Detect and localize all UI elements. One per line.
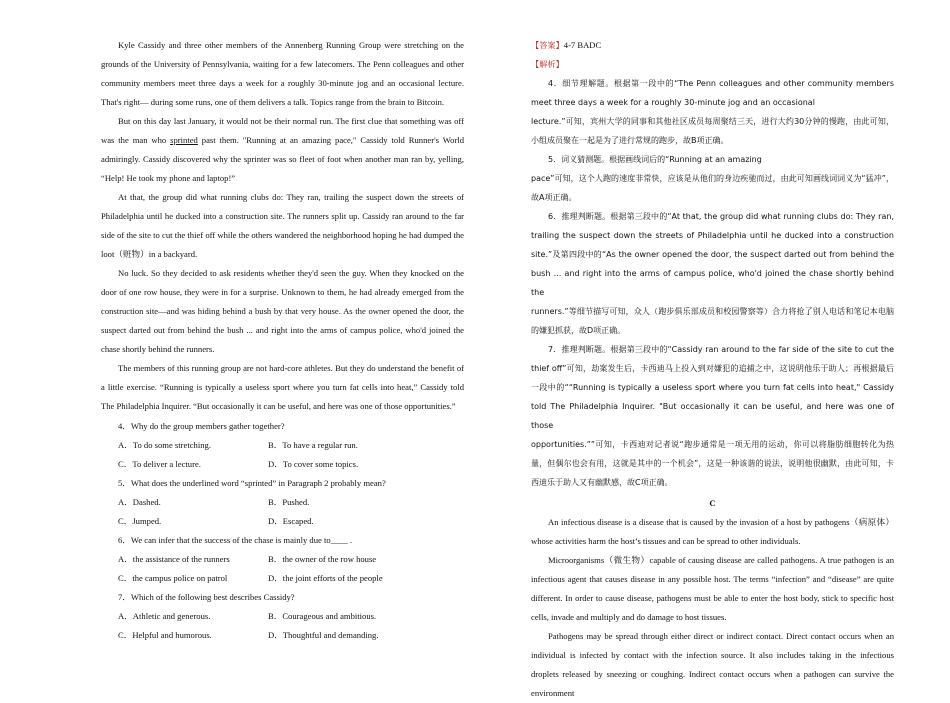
paragraph-2-part-1: But on this day last January, it would not be their normal run. The first clue that something was off was the man who: [101, 116, 464, 145]
question-stem: 4．Why do the group members gather together?: [118, 421, 285, 431]
option-a: A．the assistance of the runners: [118, 554, 230, 564]
analysis-4b: lecture.”可知，宾州大学的同事和其他社区成员每周聚结三天，进行大约30分钟的慢跑，由此可知，小组成员聚在一起是为了进行常规的跑步，故B项正确。: [531, 117, 894, 145]
options-row: [101, 550, 464, 569]
option-d: D．the joint efforts of the people: [268, 573, 383, 583]
question-7: [101, 588, 464, 645]
analysis-6a: 6．推理判断题。根据第三段中的“At that, the group did what running clubs do: They ran, trailing the suspect down the streets of Philadelphia until he ducked into a construction site.”及第四段中的“As the owner opened the door, the suspect darted out from behind the bush ... and right into the arms of campus police, who'd joined the chase shortly behind the: [531, 212, 894, 297]
option-d: D．Escaped.: [268, 516, 314, 526]
passage-paragraph-1: Kyle Cassidy and three other members of the Annenberg Running Group were stretching on the grounds of the University of Pennsylvania, waiting for a few latecomers. The Penn colleagues and other community members meet three days a week for a roughly 30-minute jog and an occasional lecture. That's right— during some runs, one of them delivers a talk. Topics range from the brain to Bitcoin.: [101, 40, 464, 107]
question-stem: 7．Which of the following best describes Cassidy?: [118, 592, 295, 602]
analysis-5b: pace”可知，这个人跑的速度非常快，应该是从他们的身边疾驰而过，由此可知画线词词义为“猛冲”，故A项正确。: [531, 174, 894, 202]
passage-c-paragraph-2: Microorganisms（微生物）capable of causing disease are called pathogens. A true pathogen is an infectious agent that causes disease in any possible host. The terms “infection” and “disease” are quite different. In order to cause disease, pathogens must be able to enter the host body, stick to specific host cells, invade and multiply and do damage to host tissues.: [531, 555, 894, 622]
analysis-7a: 7．推理判断题。根据第三段中的“Cassidy ran around to the far side of the site to cut the thief off”可知，劫案发生后，卡西迪马上投入到对嫌犯的追捕之中，这说明他乐于助人；再根据最后一段中的““Running is typically a useless sport where you turn fat cells into heat," Cassidy told The Philadelphia Inquirer. "But occasionally it can be useful, and here was one of those: [531, 345, 894, 430]
options-row: [101, 607, 464, 626]
analysis-7b: opportunities.””可知，卡西迪对记者说“跑步通常是一项无用的运动，你可以将脂肪细胞转化为热量，但偶尔也会有用，这就是其中的一个机会”，这是一种该谐的说法，说明他很幽默，由此可知，卡西迪乐于助人又有幽默感，故C项正确。: [531, 440, 894, 487]
option-c: C．To deliver a lecture.: [118, 459, 201, 469]
answer-value: 4-7 BADC: [563, 40, 602, 50]
passage-paragraph-3: At that, the group did what running clubs do: They ran, trailing the suspect down the streets of Philadelphia until he ducked into a construction site. The runners split up. Cassidy ran around to the far side of the site to cut the thief off while the others wandered the neighborhood hoping he had dumped the loot（赃物）in a backyard.: [101, 192, 464, 259]
option-a: A．Dashed.: [118, 497, 161, 507]
options-row: [101, 626, 464, 645]
option-a: A．Athletic and generous.: [118, 611, 211, 621]
underlined-word-sprinted: sprinted: [170, 135, 198, 145]
options-row: [101, 512, 464, 531]
passage-c-paragraph-3: Pathogens may be spread through either direct or indirect contact. Direct contact occurs when an individual is infected by contact with the infection source. It also includes taking in the infectious droplets released by sneezing or coughing. Indirect contact occurs when a pathogen can survive the environment: [531, 631, 894, 698]
option-c: C．Helpful and humorous.: [118, 630, 212, 640]
option-c: C．the campus police on patrol: [118, 573, 228, 583]
option-c: C．Jumped.: [118, 516, 162, 526]
option-b: B．To have a regular run.: [268, 440, 358, 450]
question-5: [101, 474, 464, 531]
answer-label: 【答案】: [531, 40, 564, 50]
question-stem: 5．What does the underlined word “sprinted” in Paragraph 2 probably mean?: [118, 478, 386, 488]
option-b: B．the owner of the row house: [268, 554, 377, 564]
analysis-6b: runners.”等细节描写可知，众人（跑步俱乐部成员和校园警察等）合力将抢了别人电话和笔记本电脑的嫌犯抓获，故D项正确。: [531, 307, 894, 335]
question-6: [101, 531, 464, 588]
right-column: [531, 36, 894, 703]
passage-paragraph-5: The members of this running group are not hard-core athletes. But they do understand the benefit of a little exercise. “Running is typically a useless sport where you turn fat cells into heat,” Cassidy told The Philadelphia Inquirer. “But occasionally it can be useful, and here was one of those opportunities.”: [101, 363, 464, 411]
options-row: [101, 569, 464, 588]
option-b: B．Courageous and ambitious.: [268, 611, 377, 621]
section-title: C: [709, 498, 716, 508]
answer-line: [531, 36, 894, 55]
option-b: B．Pushed.: [268, 497, 310, 507]
options-row: [101, 493, 464, 512]
option-d: D．Thoughtful and demanding.: [268, 630, 379, 640]
option-a: A．To do some stretching.: [118, 440, 211, 450]
passage-paragraph-4: No luck. So they decided to ask residents whether they'd seen the guy. When they knocked on the door of one row house, they were in for a surprise. Unknown to them, he had already emerged from the construction site—and was hiding behind a bush by that very house. As the owner opened the door, the suspect darted out from behind the bush ... and right into the arms of campus police, who'd joined the chase shortly behind the runners.: [101, 268, 464, 354]
analysis-4a: 4．细节理解题。根据第一段中的“The Penn colleagues and other community members meet three days a week for a roughly 30-minute jog and an occasional: [531, 79, 894, 107]
option-d: D．To cover some topics.: [268, 459, 359, 469]
options-row: [101, 455, 464, 474]
analysis-5a: 5．词义猜测题。根据画线词后的“Running at an amazing: [548, 155, 762, 164]
question-4: [101, 417, 464, 474]
paragraph-2-part-2: past them. "Running at an amazing pace," Cassidy told Runner's World admiringly. Cassidy discovered why the sprinter was so fleet of foot when another man ran by, yelling, “Help! He took my phone and laptop!”: [101, 135, 464, 183]
passage-c-paragraph-1: An infectious disease is a disease that is caused by the invasion of a host by pathogens（病原体）whose activities harm the host’s tissues and can be spread to other individuals.: [531, 517, 894, 546]
passage-paragraph-2: [101, 112, 464, 188]
analysis-label: 【解析】: [531, 59, 564, 69]
options-row: [101, 436, 464, 455]
question-stem: 6．We can infer that the success of the chase is mainly due to____ .: [118, 535, 353, 545]
left-column: [101, 36, 464, 645]
